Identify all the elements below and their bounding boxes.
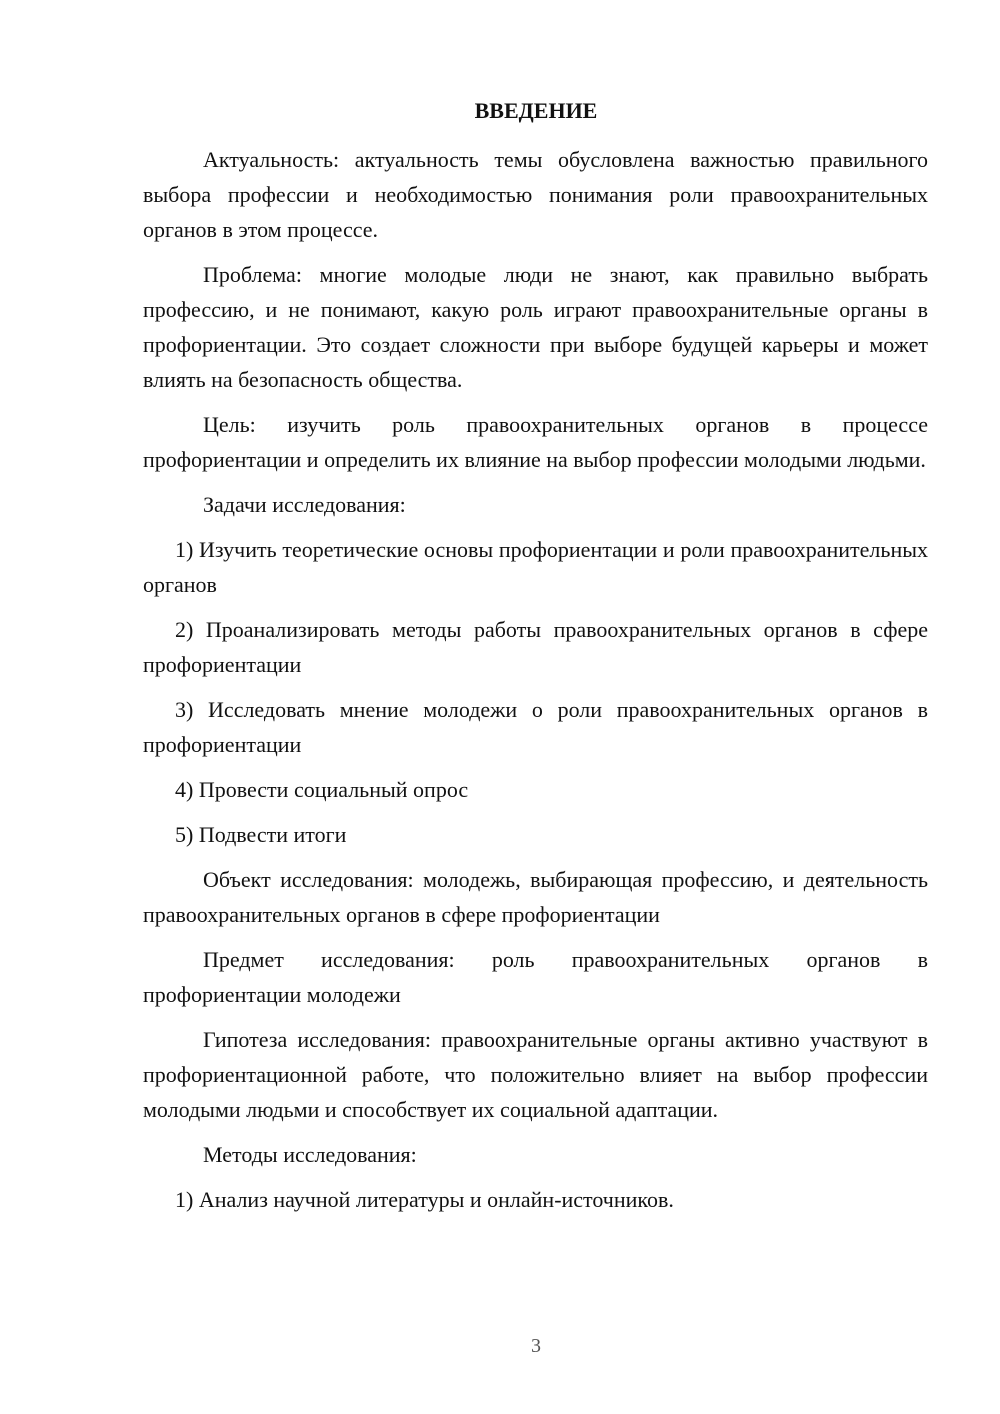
methods-title: Методы исследования: — [203, 1142, 417, 1167]
task-item: 5) Подвести итоги — [175, 822, 347, 847]
page-number: 3 — [531, 1335, 541, 1357]
subject-paragraph: Предмет исследования: роль правоохранительных органов в профориентации молодежи — [143, 947, 928, 1007]
relevance-paragraph: Актуальность: актуальность темы обусловлена важностью правильного выбора профессии и необходимостью понимания роли правоохранительных органов в этом процессе. — [143, 147, 928, 242]
hypothesis-paragraph: Гипотеза исследования: правоохранительные органы активно участвуют в профориентационной работе, что положительно влияет на выбор профессии молодыми людьми и способствует их социальной адаптации. — [143, 1027, 928, 1122]
section-heading: ВВЕДЕНИЕ — [474, 98, 598, 123]
tasks-title: Задачи исследования: — [203, 492, 406, 517]
task-item: 4) Провести социальный опрос — [175, 777, 469, 802]
task-item: 3) Исследовать мнение молодежи о роли правоохранительных органов в профориентации — [143, 697, 928, 757]
task-item: 2) Проанализировать методы работы правоохранительных органов в сфере профориентации — [143, 617, 928, 677]
problem-paragraph: Проблема: многие молодые люди не знают, как правильно выбрать профессию, и не понимают, какую роль играют правоохранительные органы в профориентации. Это создает сложности при выборе будущей карьеры и может влиять на безопасность общества. — [143, 262, 928, 392]
task-item: 1) Изучить теоретические основы профориентации и роли правоохранительных органов — [143, 537, 928, 597]
object-paragraph: Объект исследования: молодежь, выбирающая профессию, и деятельность правоохранительных органов в сфере профориентации — [143, 867, 928, 927]
method-item: 1) Анализ научной литературы и онлайн-источников. — [175, 1187, 674, 1212]
body-text — [143, 142, 928, 1227]
goal-paragraph: Цель: изучить роль правоохранительных органов в процессе профориентации и определить их влияние на выбор профессии молодыми людьми. — [143, 412, 928, 472]
